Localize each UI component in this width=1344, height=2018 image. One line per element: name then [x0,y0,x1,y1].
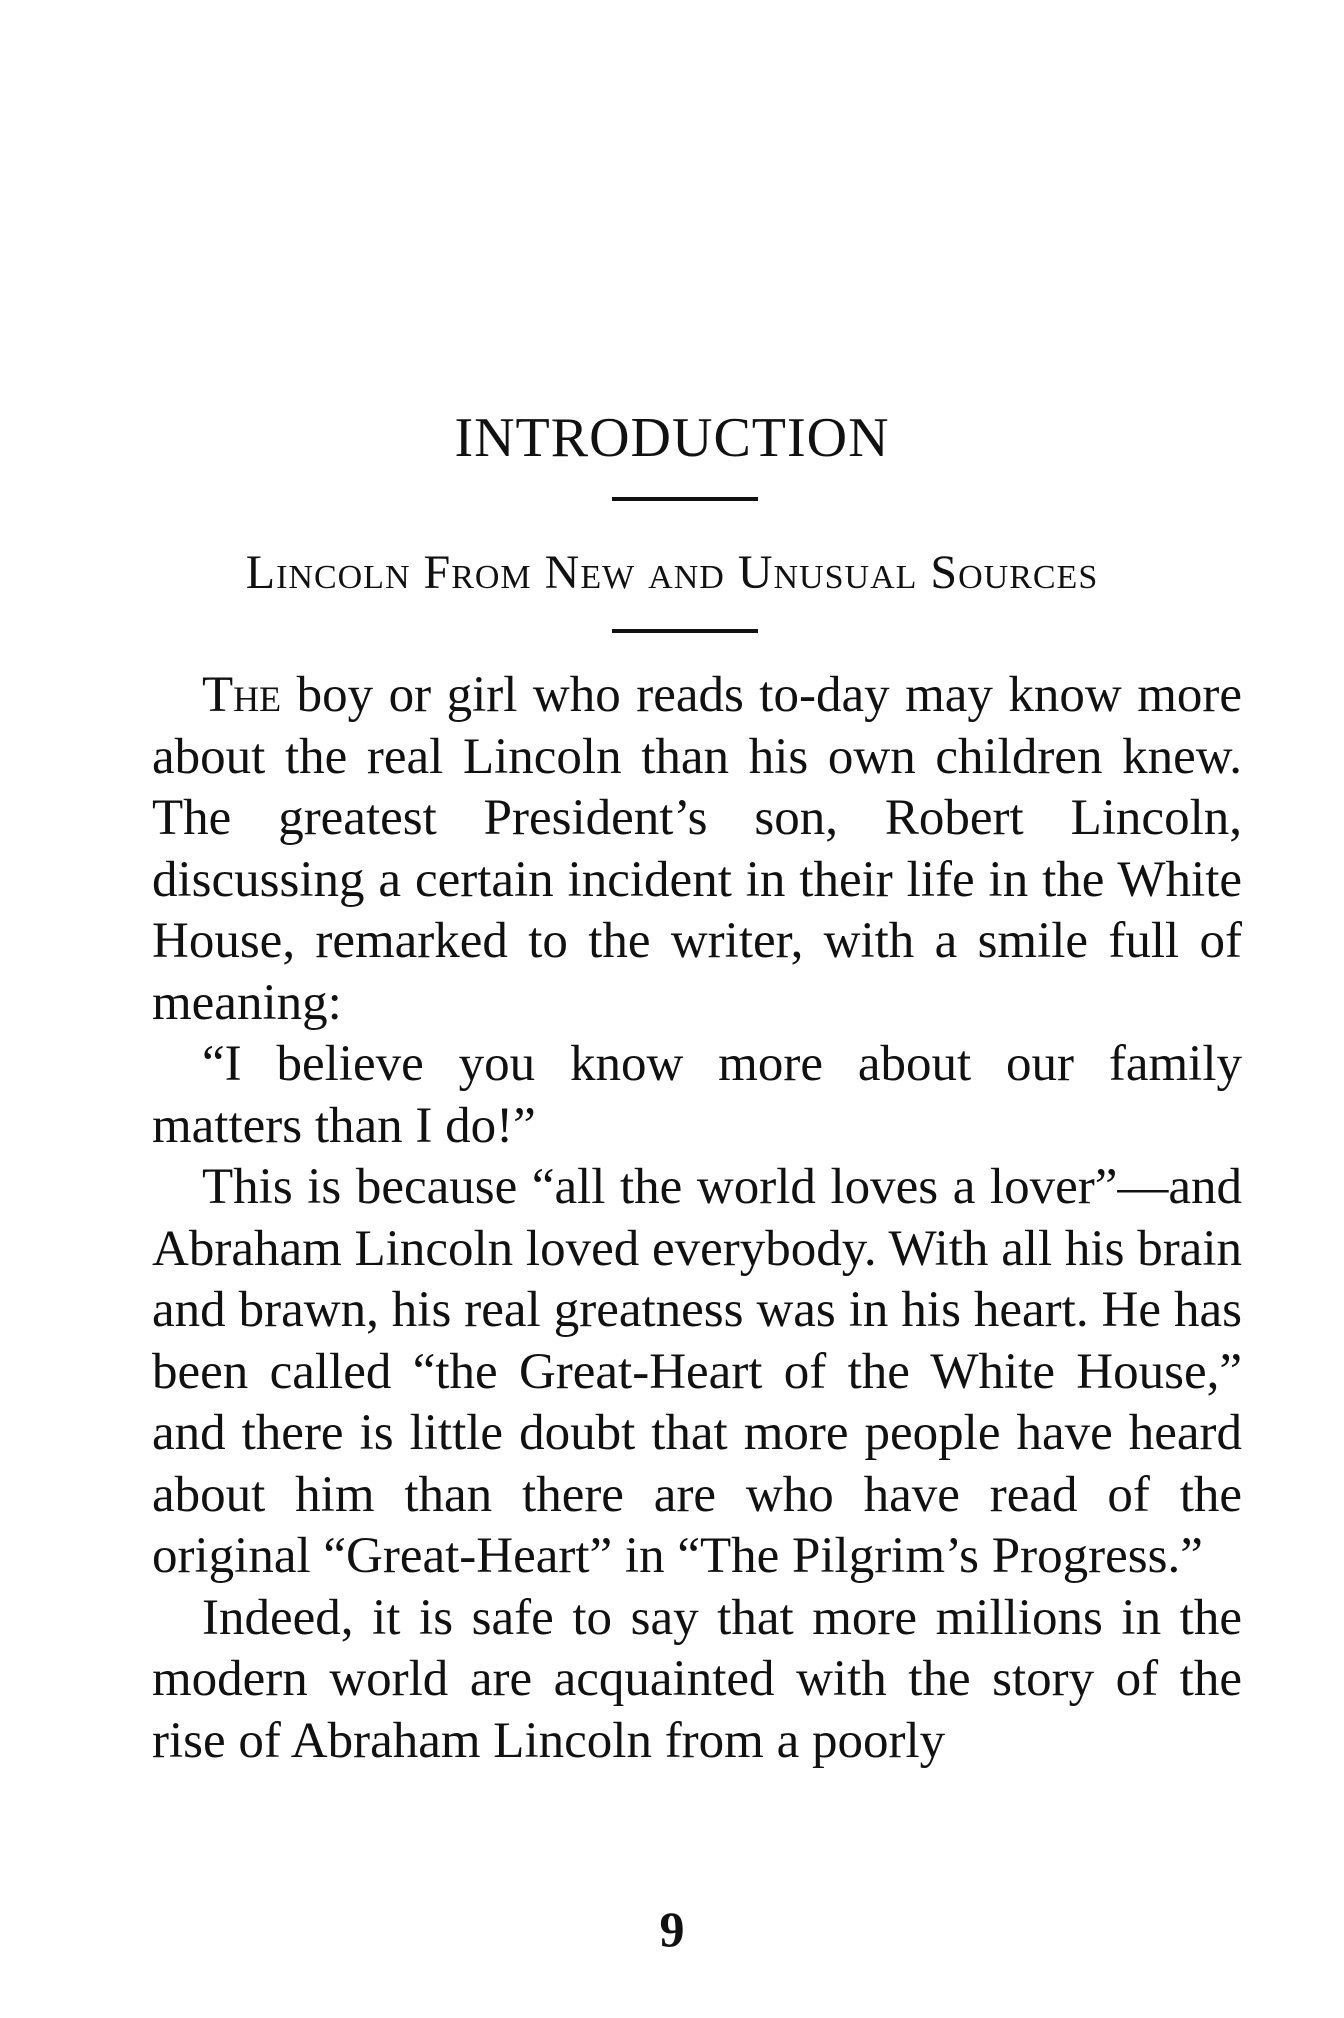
subtitle-divider [612,629,758,633]
title-divider [612,497,758,501]
chapter-title: INTRODUCTION [454,407,890,469]
body-text [152,665,1242,1772]
paragraph-1 [152,665,1242,1034]
page-number: 9 [659,1901,685,1957]
paragraph-3: This is because “all the world loves a lover”—and Abraham Lincoln loved everybody. With all his brain and brawn, his real greatness was in his heart. He has been called “the Great-Heart of the White House,” and there is little doubt that more people have heard about him than there are who have read of the original “Great-Heart” in “The Pilgrim’s Progress.” [152,1159,1242,1584]
chapter-subtitle: Lincoln From New and Unusual Sources [245,546,1099,599]
paragraph-4: Indeed, it is safe to say that more millions in the modern world are acquainted with the story of the rise of Abraham Lincoln from a poorly [152,1589,1242,1769]
paragraph-1-text: boy or girl who reads to-day may know more about the real Lincoln than his own children knew. The greatest President’s son, Robert Lincoln, discussing a certain incident in their life in the White House, remarked to the writer, with a smile full of meaning: [152,667,1242,1031]
paragraph-1-lead: The [202,667,282,723]
paragraph-2: “I believe you know more about our family matters than I do!” [152,1036,1242,1154]
